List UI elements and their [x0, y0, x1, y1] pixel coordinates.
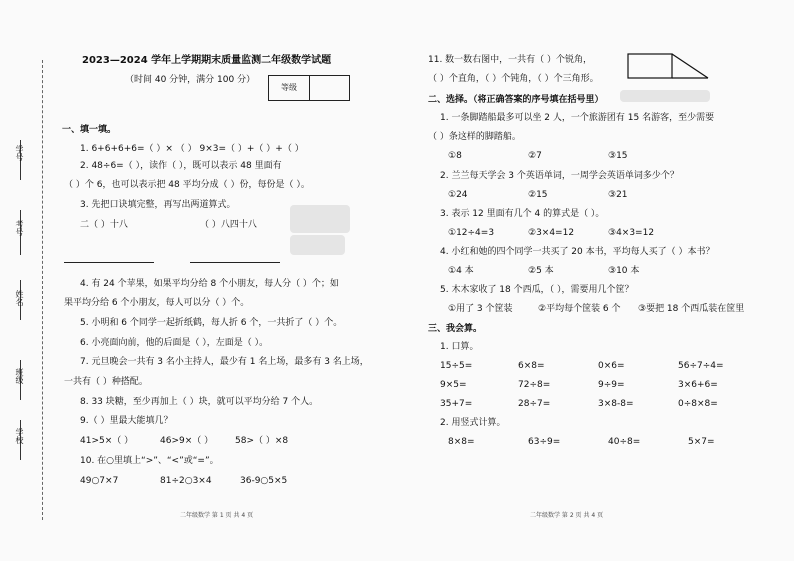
grade-label: 等级	[281, 83, 297, 92]
choice-3: 3. 表示 12 里面有几个 4 的算式是（ ）。	[440, 209, 605, 219]
binding-label-exam-no: 考号	[15, 220, 24, 236]
question-10a: 49○7×7	[80, 476, 119, 486]
figure-slant-edge	[672, 54, 708, 78]
choice-4-option-a: ①4 本	[448, 266, 474, 276]
choice-2-option-b: ②15	[528, 190, 548, 200]
smudge	[290, 235, 345, 255]
question-3-rhyme-a: 二（ ）十八	[80, 220, 128, 230]
choice-5-option-a: ①用了 3 个筐装	[448, 304, 513, 314]
question-9a: 41>5×（ ）	[80, 436, 134, 446]
choice-1-option-c: ③15	[608, 151, 628, 161]
binding-strip	[0, 0, 50, 561]
oral-item: 3×8-8=	[598, 399, 634, 409]
oral-item: 0×6=	[598, 361, 625, 371]
choice-3-option-a: ①12÷4=3	[448, 228, 495, 238]
choice-4: 4. 小红和她的四个同学一共买了 20 本书，平均每人买了（ ）本书？	[440, 247, 715, 257]
question-9b: 46>9×（ ）	[160, 436, 214, 446]
oral-item: 28÷7=	[518, 399, 551, 409]
oral-item: 3×6+6=	[678, 380, 718, 390]
question-7-line-2: 一共有（ ）种搭配。	[64, 377, 148, 387]
question-4-line-1: 4. 有 24 个苹果，如果平均分给 8 个小朋友，每人分（ ）个；如	[80, 279, 339, 289]
question-2-line-1: 2. 48÷6=（ ），读作（ ），既可以表示 48 里面有	[80, 161, 282, 171]
question-10b: 81÷2○3×4	[160, 476, 212, 486]
choice-4-option-c: ③10 本	[608, 266, 640, 276]
page-footer-left: 二年级数学 第 1 页 共 4 页	[180, 512, 254, 519]
oral-calc-heading: 1. 口算。	[440, 342, 479, 352]
grade-box	[268, 75, 350, 101]
trapezoid-figure	[622, 48, 714, 84]
question-7-line-1: 7. 元旦晚会一共有 3 名小主持人，最少有 1 名上场，最多有 3 名上场，	[80, 357, 369, 367]
choice-3-option-b: ②3×4=12	[528, 228, 575, 238]
figure-rectangle	[628, 54, 672, 78]
oral-item: 9÷9=	[598, 380, 625, 390]
choice-2-option-a: ①24	[448, 190, 468, 200]
section-choice: 二、选择。（将正确答案的序号填在括号里）	[428, 95, 604, 105]
question-5: 5. 小明和 6 个同学一起折纸鹤，每人折 6 个，一共折了（ ）个。	[80, 318, 343, 328]
choice-2-option-c: ③21	[608, 190, 628, 200]
section-fill-in: 一、填一填。	[62, 125, 117, 135]
section-calculate: 三、我会算。	[428, 324, 483, 334]
choice-4-option-b: ②5 本	[528, 266, 554, 276]
smudge	[290, 205, 350, 233]
page-footer-right: 二年级数学 第 2 页 共 4 页	[530, 512, 604, 519]
page-title: 2023—2024 学年上学期期末质量监测二年级数学试题	[82, 55, 332, 66]
question-4-line-2: 果平均分给 6 个小朋友，每人可以分（ ）个。	[64, 298, 250, 308]
choice-3-option-c: ③4×3=12	[608, 228, 655, 238]
question-9: 9.（ ）里最大能填几？	[80, 416, 173, 426]
question-8: 8. 33 块糖，至少再加上（ ）块，就可以平均分给 7 个人。	[80, 397, 319, 407]
question-1: 1. 6+6+6+6=（ ）× （ ） 9×3=（ ）+（ ）+（ ）	[80, 144, 304, 154]
answer-line	[190, 262, 280, 263]
vertical-item: 63÷9=	[528, 437, 561, 447]
oral-item: 9×5=	[440, 380, 467, 390]
vertical-calc-heading: 2. 用竖式计算。	[440, 418, 506, 428]
oral-item: 0÷8×8=	[678, 399, 718, 409]
vertical-item: 40÷8=	[608, 437, 641, 447]
question-3-rhyme-b: （ ）八四十八	[200, 220, 257, 230]
question-2-line-2: （ ）个 6，也可以表示把 48 平均分成（ ）份，每份是（ ）。	[64, 180, 310, 190]
choice-2: 2. 兰兰每天学会 3 个英语单词，一周学会英语单词多少个？	[440, 171, 679, 181]
oral-item: 35+7=	[440, 399, 473, 409]
choice-5-option-b: ②平均每个筐装 6 个	[538, 304, 621, 314]
choice-5: 5. 木木家收了 18 个西瓜，（ ），需要用几个筐？	[440, 285, 634, 295]
oral-item: 15÷5=	[440, 361, 473, 371]
choice-1-option-a: ①8	[448, 151, 462, 161]
question-10: 10. 在○里填上“>”、“<”或“=”。	[80, 456, 219, 466]
choice-1-line-1: 1. 一条脚踏船最多可以坐 2 人，一个旅游团有 15 名游客，至少需要	[440, 113, 715, 123]
choice-5-option-c: ③要把 18 个西瓜装在筐里	[638, 304, 745, 314]
oral-item: 6×8=	[518, 361, 545, 371]
choice-1-line-2: （ ）条这样的脚踏船。	[428, 132, 521, 142]
answer-line	[64, 262, 154, 263]
choice-1-option-b: ②7	[528, 151, 542, 161]
question-6: 6. 小亮面向前，他的后面是（ ），左面是（ ）。	[80, 338, 269, 348]
question-9c: 58>（ ）×8	[235, 436, 289, 446]
question-10c: 36-9○5×5	[240, 476, 288, 486]
smudge	[620, 90, 710, 102]
vertical-item: 8×8=	[448, 437, 475, 447]
question-11-line-1: 11. 数一数右图中，一共有（ ）个锐角，	[428, 55, 593, 65]
grade-divider	[309, 76, 310, 100]
oral-item: 72÷8=	[518, 380, 551, 390]
binding-label-name: 姓名	[15, 290, 24, 306]
page-subtitle: （时间 40 分钟，满分 100 分）	[125, 75, 256, 85]
question-11-line-2: （ ）个直角，（ ）个钝角，（ ）个三角形。	[428, 74, 599, 84]
vertical-item: 5×7=	[688, 437, 715, 447]
binding-label-school: 学校	[15, 428, 24, 444]
oral-item: 56÷7÷4=	[678, 361, 724, 371]
binding-label-class: 班级	[15, 368, 24, 384]
binding-label-student-id: 学号	[15, 145, 24, 161]
binding-dashed-line	[42, 60, 43, 520]
question-3: 3. 先把口诀填完整，再写出两道算式。	[80, 200, 236, 210]
